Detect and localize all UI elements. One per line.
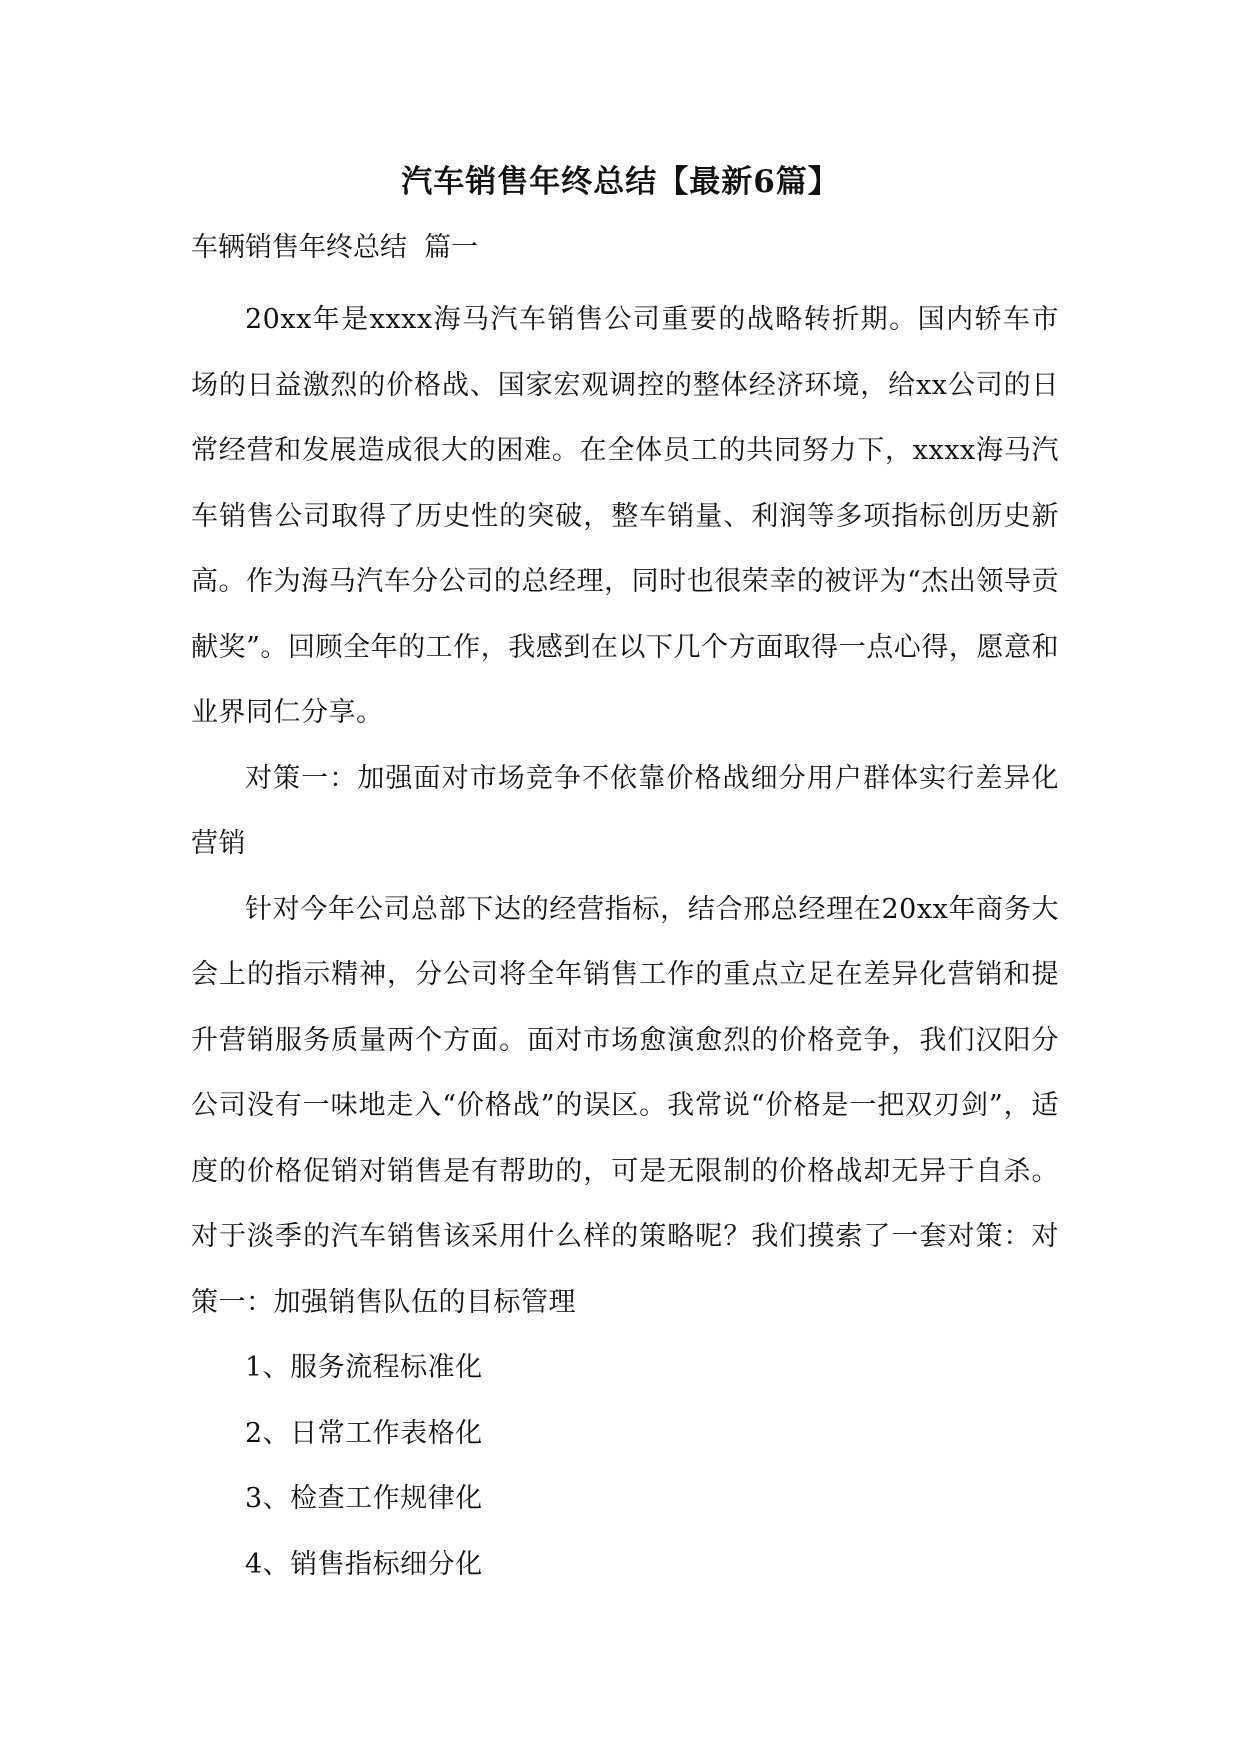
paragraph: 20xx年是xxxx海马汽车销售公司重要的战略转折期。国内轿车市场的日益激烈的价格战、国家宏观调控的整体经济环境，给xx公司的日常经营和发展造成很大的困难。在全体员工的共同努力下，xxxx海马汽车销售公司取得了历史性的突破，整车销量、利润等多项指标创历史新高。作为海马汽车分公司的总经理，同时也很荣幸的被评为“杰出领导贡献奖”。回顾全年的工作，我感到在以下几个方面取得一点心得，愿意和业界同仁分享。	[191, 304, 1059, 728]
paragraph: 针对今年公司总部下达的经营指标，结合邢总经理在20xx年商务大会上的指示精神，分公司将全年销售工作的重点立足在差异化营销和提升营销服务质量两个方面。面对市场愈演愈烈的价格竞争，我们汉阳分公司没有一味地走入“价格战”的误区。我常说“价格是一把双刃剑”，适度的价格促销对销售是有帮助的，可是无限制的价格战却无异于自杀。对于淡季的汽车销售该采用什么样的策略呢？我们摸索了一套对策：对策一：加强销售队伍的目标管理	[191, 893, 1059, 1318]
list-item: 1、服务流程标准化	[245, 1352, 483, 1383]
list-item: 2、日常工作表格化	[245, 1417, 483, 1449]
section-heading: 车辆销售年终总结 篇一	[191, 232, 479, 263]
paragraph: 对策一：加强面对市场竞争不依靠价格战细分用户群体实行差异化营销	[191, 762, 1059, 859]
document-title: 汽车销售年终总结【最新6篇】	[401, 164, 840, 200]
list-item: 4、销售指标细分化	[245, 1548, 483, 1580]
list-item: 3、检查工作规律化	[245, 1483, 483, 1514]
document-body	[191, 287, 1059, 1597]
